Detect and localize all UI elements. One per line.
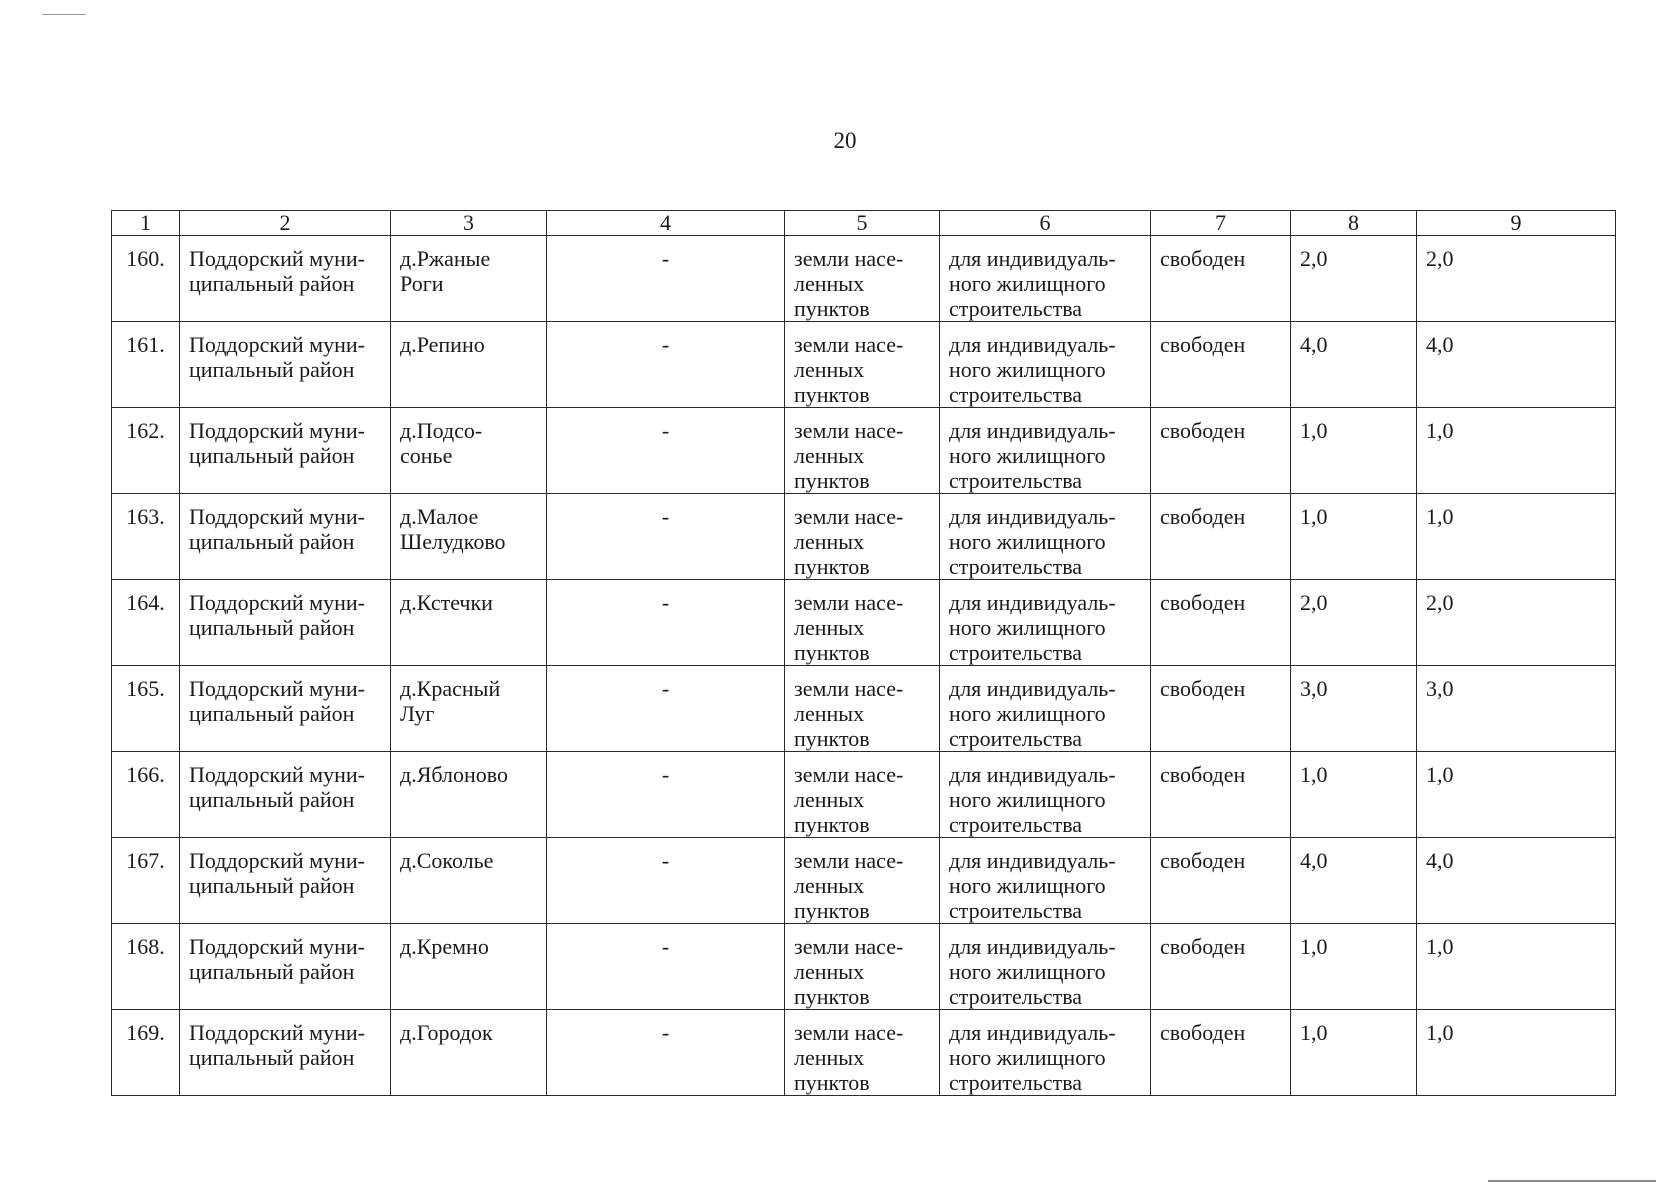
district-cell: Поддорский муни- ципальный район xyxy=(180,924,391,1010)
page-number: 20 xyxy=(833,128,857,153)
row-number: 167. xyxy=(112,838,180,924)
column-4-cell: - xyxy=(547,838,785,924)
header-row xyxy=(112,211,1616,236)
land-category-cell: земли насе- ленных пунктов xyxy=(785,752,940,838)
table-row xyxy=(112,1010,1616,1096)
status-cell: свободен xyxy=(1151,1010,1291,1096)
settlement-cell: д.Репино xyxy=(391,322,547,408)
table-row xyxy=(112,322,1616,408)
settlement-cell: д.Кстечки xyxy=(391,580,547,666)
district-cell: Поддорский муни- ципальный район xyxy=(180,1010,391,1096)
permitted-use-cell: для индивидуаль- ного жилищного строительства xyxy=(940,752,1151,838)
land-category-cell: земли насе- ленных пунктов xyxy=(785,1010,940,1096)
row-number: 165. xyxy=(112,666,180,752)
row-number: 160. xyxy=(112,236,180,322)
column-8-cell: 1,0 xyxy=(1291,408,1417,494)
permitted-use-cell: для индивидуаль- ного жилищного строительства xyxy=(940,494,1151,580)
table-row xyxy=(112,924,1616,1010)
table-row xyxy=(112,666,1616,752)
table-row xyxy=(112,752,1616,838)
column-9-cell: 2,0 xyxy=(1417,236,1616,322)
row-number: 164. xyxy=(112,580,180,666)
settlement-cell: д.Подсо- сонье xyxy=(391,408,547,494)
column-4-cell: - xyxy=(547,494,785,580)
column-8-cell: 1,0 xyxy=(1291,1010,1417,1096)
district-cell: Поддорский муни- ципальный район xyxy=(180,752,391,838)
column-header: 8 xyxy=(1291,211,1417,236)
column-4-cell: - xyxy=(547,666,785,752)
column-8-cell: 3,0 xyxy=(1291,666,1417,752)
settlement-cell: д.Соколье xyxy=(391,838,547,924)
column-8-cell: 4,0 xyxy=(1291,322,1417,408)
land-category-cell: земли насе- ленных пунктов xyxy=(785,408,940,494)
district-cell: Поддорский муни- ципальный район xyxy=(180,580,391,666)
status-cell: свободен xyxy=(1151,580,1291,666)
column-4-cell: - xyxy=(547,580,785,666)
table-row xyxy=(112,494,1616,580)
column-9-cell: 4,0 xyxy=(1417,322,1616,408)
district-cell: Поддорский муни- ципальный район xyxy=(180,236,391,322)
scan-artifact-bottom xyxy=(1488,1180,1656,1182)
column-header: 2 xyxy=(180,211,391,236)
column-header: 7 xyxy=(1151,211,1291,236)
row-number: 163. xyxy=(112,494,180,580)
row-number: 168. xyxy=(112,924,180,1010)
column-8-cell: 2,0 xyxy=(1291,580,1417,666)
column-9-cell: 1,0 xyxy=(1417,752,1616,838)
column-4-cell: - xyxy=(547,924,785,1010)
permitted-use-cell: для индивидуаль- ного жилищного строительства xyxy=(940,322,1151,408)
column-9-cell: 4,0 xyxy=(1417,838,1616,924)
column-4-cell: - xyxy=(547,236,785,322)
table-row xyxy=(112,236,1616,322)
settlement-cell: д.Яблоново xyxy=(391,752,547,838)
district-cell: Поддорский муни- ципальный район xyxy=(180,494,391,580)
table-row xyxy=(112,408,1616,494)
land-category-cell: земли насе- ленных пунктов xyxy=(785,666,940,752)
land-category-cell: земли насе- ленных пунктов xyxy=(785,580,940,666)
settlement-cell: д.Малое Шелудково xyxy=(391,494,547,580)
column-9-cell: 1,0 xyxy=(1417,408,1616,494)
column-9-cell: 1,0 xyxy=(1417,1010,1616,1096)
status-cell: свободен xyxy=(1151,752,1291,838)
land-category-cell: земли насе- ленных пунктов xyxy=(785,236,940,322)
land-category-cell: земли насе- ленных пунктов xyxy=(785,322,940,408)
table-body xyxy=(112,236,1616,1096)
permitted-use-cell: для индивидуаль- ного жилищного строительства xyxy=(940,408,1151,494)
column-4-cell: - xyxy=(547,752,785,838)
land-category-cell: земли насе- ленных пунктов xyxy=(785,924,940,1010)
status-cell: свободен xyxy=(1151,322,1291,408)
column-8-cell: 2,0 xyxy=(1291,236,1417,322)
column-header: 9 xyxy=(1417,211,1616,236)
column-9-cell: 2,0 xyxy=(1417,580,1616,666)
permitted-use-cell: для индивидуаль- ного жилищного строительства xyxy=(940,1010,1151,1096)
permitted-use-cell: для индивидуаль- ного жилищного строительства xyxy=(940,838,1151,924)
status-cell: свободен xyxy=(1151,838,1291,924)
settlement-cell: д.Кремно xyxy=(391,924,547,1010)
permitted-use-cell: для индивидуаль- ного жилищного строительства xyxy=(940,236,1151,322)
district-cell: Поддорский муни- ципальный район xyxy=(180,666,391,752)
status-cell: свободен xyxy=(1151,924,1291,1010)
permitted-use-cell: для индивидуаль- ного жилищного строительства xyxy=(940,666,1151,752)
row-number: 166. xyxy=(112,752,180,838)
column-9-cell: 3,0 xyxy=(1417,666,1616,752)
land-plots-table xyxy=(111,210,1616,1096)
column-4-cell: - xyxy=(547,1010,785,1096)
settlement-cell: д.Городок xyxy=(391,1010,547,1096)
status-cell: свободен xyxy=(1151,666,1291,752)
column-8-cell: 4,0 xyxy=(1291,838,1417,924)
column-8-cell: 1,0 xyxy=(1291,924,1417,1010)
column-header: 6 xyxy=(940,211,1151,236)
column-8-cell: 1,0 xyxy=(1291,752,1417,838)
column-header: 5 xyxy=(785,211,940,236)
status-cell: свободен xyxy=(1151,408,1291,494)
column-header: 3 xyxy=(391,211,547,236)
settlement-cell: д.Красный Луг xyxy=(391,666,547,752)
column-8-cell: 1,0 xyxy=(1291,494,1417,580)
column-4-cell: - xyxy=(547,322,785,408)
scan-artifact-top xyxy=(42,14,86,15)
column-4-cell: - xyxy=(547,408,785,494)
status-cell: свободен xyxy=(1151,236,1291,322)
permitted-use-cell: для индивидуаль- ного жилищного строительства xyxy=(940,924,1151,1010)
land-category-cell: земли насе- ленных пунктов xyxy=(785,838,940,924)
land-category-cell: земли насе- ленных пунктов xyxy=(785,494,940,580)
row-number: 162. xyxy=(112,408,180,494)
row-number: 169. xyxy=(112,1010,180,1096)
status-cell: свободен xyxy=(1151,494,1291,580)
column-9-cell: 1,0 xyxy=(1417,924,1616,1010)
column-header: 1 xyxy=(112,211,180,236)
settlement-cell: д.Ржаные Роги xyxy=(391,236,547,322)
table-row xyxy=(112,580,1616,666)
district-cell: Поддорский муни- ципальный район xyxy=(180,408,391,494)
column-9-cell: 1,0 xyxy=(1417,494,1616,580)
row-number: 161. xyxy=(112,322,180,408)
permitted-use-cell: для индивидуаль- ного жилищного строительства xyxy=(940,580,1151,666)
district-cell: Поддорский муни- ципальный район xyxy=(180,322,391,408)
column-header: 4 xyxy=(547,211,785,236)
district-cell: Поддорский муни- ципальный район xyxy=(180,838,391,924)
table-row xyxy=(112,838,1616,924)
